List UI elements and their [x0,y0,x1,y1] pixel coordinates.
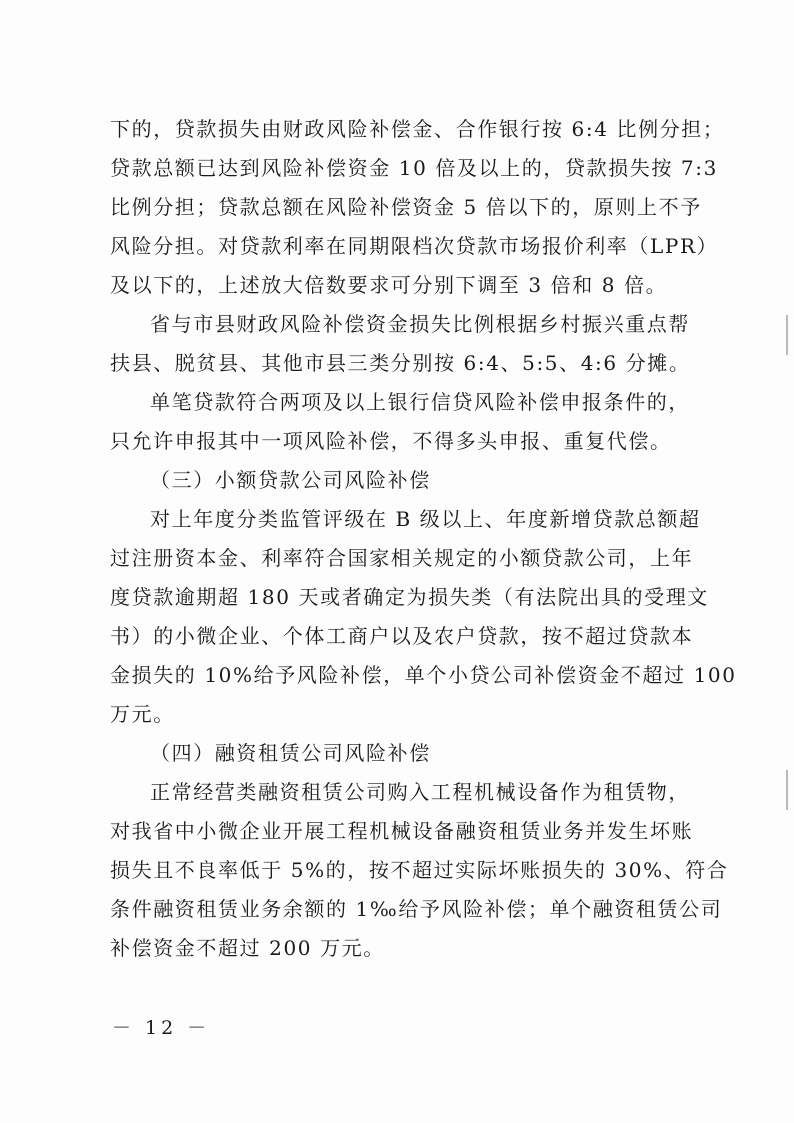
paragraph-first-line: 省与市县财政风险补偿资金损失比例根据乡村振兴重点帮 [150,312,690,336]
paragraph-first-line: 单笔贷款符合两项及以上银行信贷风险补偿申报条件的， [150,390,690,414]
body-text [110,110,737,968]
section-heading-4: （四）融资租赁公司风险补偿 [150,741,431,765]
text-line: 下的，贷款损失由财政风险补偿金、合作银行按 6:4 比例分担； [110,117,725,141]
text-line: 过注册资本金、利率符合国家相关规定的小额贷款公司，上年 [110,546,694,570]
text-line: 扶县、脱贫县、其他市县三类分别按 6:4、5:5、4:6 分摊。 [110,351,691,375]
text-line: 万元。 [110,702,175,726]
text-line: 金损失的 10%给予风险补偿，单个小贷公司补偿资金不超过 100 [110,663,737,687]
text-line: 风险分担。对贷款利率在同期限档次贷款市场报价利率（LPR） [110,234,719,258]
text-line: 只允许申报其中一项风险补偿，不得多头申报、重复代偿。 [110,429,672,453]
text-line: 比例分担；贷款总额在风险补偿资金 5 倍以下的，原则上不予 [110,195,702,219]
text-line: 度贷款逾期超 180 天或者确定为损失类（有法院出具的受理文 [110,585,709,609]
binding-mark [786,315,788,355]
paragraph-first-line: 正常经营类融资租赁公司购入工程机械设备作为租赁物， [150,780,690,804]
paragraph-first-line: 对上年度分类监管评级在 B 级以上、年度新增贷款总额超 [150,507,701,531]
page-number: － 12 － [112,1017,211,1039]
text-line: 对我省中小微企业开展工程机械设备融资租赁业务并发生坏账 [110,819,694,843]
text-line: 书）的小微企业、个体工商户以及农户贷款，按不超过贷款本 [110,624,694,648]
section-heading-3: （三）小额贷款公司风险补偿 [150,468,431,492]
text-line: 贷款总额已达到风险补偿资金 10 倍及以上的，贷款损失按 7:3 [110,156,718,180]
binding-mark [786,770,788,810]
text-line: 及以下的，上述放大倍数要求可分别下调至 3 倍和 8 倍。 [110,273,668,297]
text-line: 损失且不良率低于 5%的，按不超过实际坏账损失的 30%、符合 [110,858,729,882]
text-line: 补偿资金不超过 200 万元。 [110,936,385,960]
text-line: 条件融资租赁业务余额的 1‰给予风险补偿；单个融资租赁公司 [110,897,723,921]
